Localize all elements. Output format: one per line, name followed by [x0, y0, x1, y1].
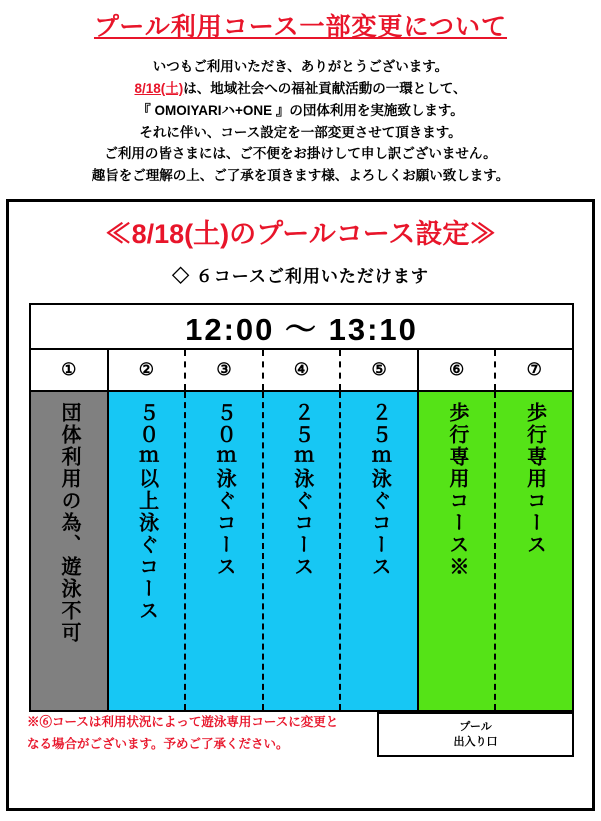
- course-setting-frame: [6, 199, 595, 811]
- time-range-bar: 12:00 ～ 13:10: [29, 303, 574, 350]
- intro-line-6: 趣旨をご理解の上、ご了承を頂きます様、よろしくお願い致します。: [91, 168, 510, 184]
- lane-cell-2: [109, 392, 187, 710]
- lane-number-5: ⑤: [341, 350, 419, 390]
- lane-number-2: ②: [109, 350, 187, 390]
- pool-entrance-box: [377, 712, 574, 757]
- lane-label-4: ２５ｍ泳ぐコース: [290, 402, 313, 578]
- pool-entrance-line-2: 出入り口: [453, 735, 498, 748]
- footnote-line-2: なる場合がございます。予めご了承ください。: [27, 736, 289, 751]
- lane-cell-6: [419, 392, 497, 710]
- lane-number-6: ⑥: [419, 350, 497, 390]
- intro-line-1: いつもご利用いただき、ありがとうございます。: [152, 59, 449, 74]
- footnote-line-1: ※⑥コースは利用状況によって遊泳専用コースに変更と: [27, 715, 339, 729]
- lane-number-row: [29, 350, 574, 392]
- lane-cell-3: [186, 392, 264, 710]
- intro-line-5: ご利用の皆さまには、ご不便をお掛けして申し訳ございません。: [104, 146, 497, 162]
- lane-label-2: ５０ｍ以上泳ぐコース: [135, 402, 158, 622]
- lane-cell-4: [264, 392, 342, 710]
- course-setting-subtitle: ◇ ６コースご利用いただけます: [172, 266, 429, 286]
- pool-entrance-line-1: プール: [459, 720, 492, 733]
- intro-line-2: [0, 78, 601, 100]
- intro-date-highlight: 8/18(土): [134, 80, 184, 96]
- lane-cell-1: [31, 392, 109, 710]
- lane-number-7: ⑦: [526, 360, 542, 379]
- intro-line-3: 『 OMOIYARIハ+ONE 』の団体利用を実施致します。: [137, 102, 464, 118]
- footnote: [27, 712, 357, 756]
- lane-body-row: [29, 392, 574, 712]
- course-setting-title: ≪8/18(土)のプールコース設定≫: [104, 219, 497, 249]
- intro-paragraph: [0, 56, 601, 187]
- intro-line-2-rest: は、地域社会への福祉貢献活動の一環として、: [183, 80, 467, 96]
- lane-label-7: 歩行専用コース: [523, 402, 546, 556]
- lane-label-6: 歩行専用コース※: [445, 402, 468, 578]
- lane-label-3: ５０ｍ泳ぐコース: [213, 402, 236, 578]
- lane-number-4: ④: [264, 350, 342, 390]
- lane-cell-5: [341, 392, 419, 710]
- intro-line-4: それに伴い、コース設定を一部変更させて頂きます。: [139, 124, 462, 140]
- lane-number-3: ③: [186, 350, 264, 390]
- lane-number-1: ①: [31, 350, 109, 390]
- page-title: プール利用コース一部変更について: [93, 13, 507, 41]
- lane-label-1: 団体利用の為、遊泳不可: [57, 402, 80, 644]
- lane-cell-7: [496, 392, 572, 710]
- lane-label-5: ２５ｍ泳ぐコース: [368, 402, 391, 578]
